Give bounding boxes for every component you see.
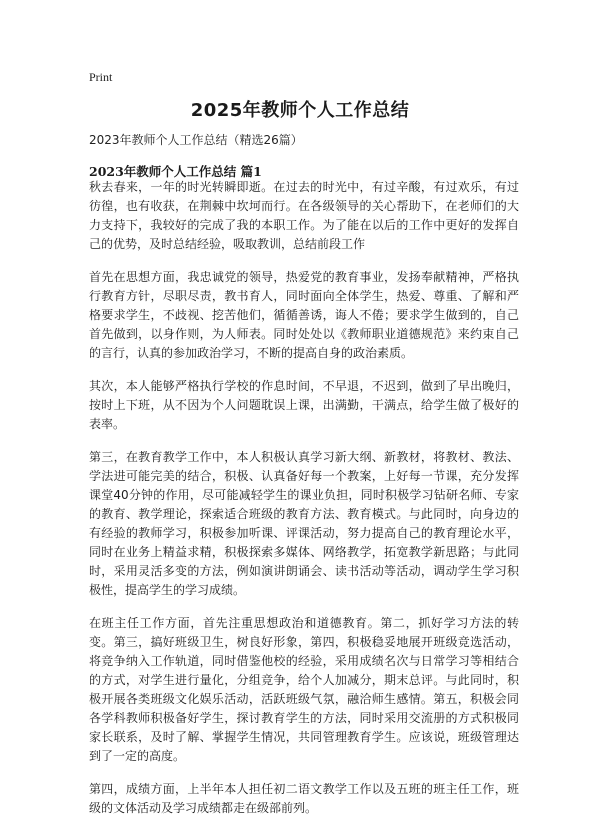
- paragraph: 其次，本人能够严格执行学校的作息时间，不早退，不迟到，做到了早出晚归，按时上下班，从不因为个人问题耽误上课，出满勤，干满点，给学生做了极好的表率。: [89, 379, 519, 431]
- paragraph: 首先在思想方面，我忠诚党的领导，热爱党的教育事业，发扬奉献精神，严格执行教育方针，尽职尽责，教书育人，同时面向全体学生，热爱、尊重、了解和严格要求学生，不歧视、挖苦他们，循循善诱，诲人不倦；要求学生做到的，自己首先做到，以身作则，为人师表。同时处处以《教师职业道德规范》来约束自己的言行，认真的参加政治学习，不断的提高自身的政治素质。: [89, 270, 519, 360]
- paragraph: 第四，成绩方面，上半年本人担任初二语文教学工作以及五班的班主任工作，班级的文体活动及学习成绩都走在级部前列。: [89, 782, 519, 815]
- paragraph: 在班主任工作方面，首先注重思想政治和道德教育。第二，抓好学习方法的转变。第三，搞好班级卫生，树良好形象，第四，积极稳妥地展开班级竞选活动，将竞争纳入工作轨道，同时借鉴他校的经验，采用成绩名次与日常学习等相结合的方式，对学生进行量化，分组竞争，给个人加减分，期末总评。与此同时，积极开展各类班级文化娱乐活动，活跃班级气氛，融洽师生感情。第五，积极会同各学科教师积极备好学生，探讨教育学生的方法，同时采用交流册的方式积极同家长联系，及时了解、掌握学生情况，共同管理教育学生。应该说，班级管理达到了一定的高度。: [89, 616, 519, 763]
- section-heading: 2023年教师个人工作总结 篇1: [89, 164, 262, 179]
- paragraph: 秋去春来，一年的时光转瞬即逝。在过去的时光中，有过辛酸，有过欢乐，有过彷徨，也有收获，在荆棘中坎坷而行。在各级领导的关心帮助下，在老师们的大力支持下，我较好的完成了我的本职工作。为了能在以后的工作中更好的发挥自己的优势，及时总结经验，吸取教训，总结前段工作: [89, 180, 519, 251]
- print-link[interactable]: Print: [89, 70, 113, 84]
- body-text: [89, 178, 519, 832]
- document-title: 2025年教师个人工作总结: [190, 100, 410, 121]
- document-subtitle: 2023年教师个人工作总结（精选26篇）: [89, 133, 303, 147]
- paragraph: 第三，在教育教学工作中，本人积极认真学习新大纲、新教材，将教材、教法、学法进可能完美的结合，积极、认真备好每一个教案，上好每一节课，充分发挥课堂40分钟的作用，尽可能减轻学生的课业负担，同时积极学习钻研名师、专家的教育、教学理论，探索适合班级的教育方法、教育模式。与此同时，向身边的有经验的教师学习，积极参加听课、评课活动，努力提高自己的教育理论水平，同时在业务上精益求精，积极探索多媒体、网络教学，拓宽教学新思路；与此同时，采用灵活多变的方法，例如演讲朗诵会、读书活动等活动，调动学生学习积极性，提高学生的学习成绩。: [89, 450, 519, 597]
